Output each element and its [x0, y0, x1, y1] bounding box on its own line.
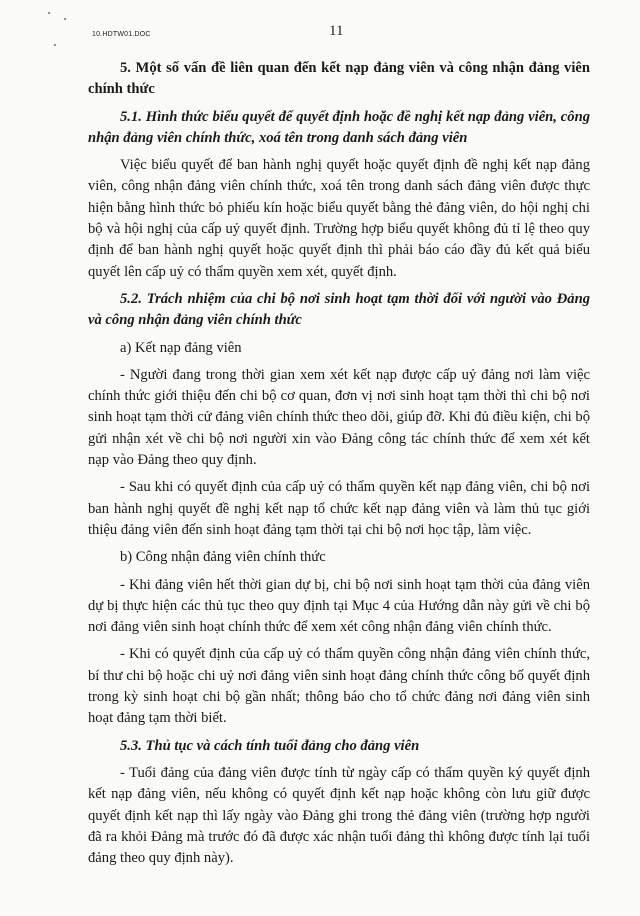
paragraph-a2: - Sau khi có quyết định của cấp uỷ có thẩm quyền kết nạp đảng viên, chi bộ nơi ban hành nghị quyết đề nghị kết nạp tổ chức kết nạp đảng viên và làm thủ tục giới thiệu đảng viên đến sinh hoạt đảng tạm thời tại chi bộ nơi học tập, làm việc. [88, 479, 590, 538]
section-heading-5: 5. Một số vấn đề liên quan đến kết nạp đảng viên và công nhận đảng viên chính thức [88, 60, 590, 98]
scan-speck [64, 18, 66, 20]
section-heading-5-3: 5.3. Thủ tục và cách tính tuổi đảng cho đảng viên [120, 737, 420, 754]
paragraph-5-1: Việc biểu quyết để ban hành nghị quyết hoặc quyết định đề nghị kết nạp đảng viên, công nhận đảng viên chính thức, xoá tên trong danh sách đảng viên được thực hiện bằng hình thức bỏ phiếu kín hoặc biểu quyết bằng thẻ đảng viên, do hội nghị chi bộ và hội nghị của cấp uỷ quyết định. Trường hợp biểu quyết không đủ tỉ lệ theo quy định để ban hành nghị quyết hoặc quyết định thì phải báo cáo đầy đủ kết quả biểu quyết lên cấp uỷ có thẩm quyền xem xét, quyết định. [88, 157, 590, 280]
scan-speck [54, 44, 56, 46]
page-number: 11 [329, 23, 344, 39]
paragraph-b2: - Khi có quyết định của cấp uỷ có thẩm quyền công nhận đảng viên chính thức, bí thư chi bộ hoặc chi uỷ nơi đảng viên sinh hoạt đảng chính thức công bố quyết định trong kỳ sinh hoạt chi bộ gần nhất; thông báo cho tổ chức đảng nơi đảng viên sinh hoạt đảng tạm thời biết. [88, 646, 590, 727]
scan-speck [48, 12, 50, 14]
file-id: 10.HDTW01.DOC [92, 31, 151, 38]
section-heading-5-1: 5.1. Hình thức biểu quyết để quyết định hoặc đề nghị kết nạp đảng viên, công nhận đảng viên chính thức, xoá tên trong danh sách đảng viên [88, 108, 590, 146]
subheading-b: b) Công nhận đảng viên chính thức [120, 549, 326, 566]
paragraph-a1: - Người đang trong thời gian xem xét kết nạp được cấp uỷ đảng nơi làm việc chính thức giới thiệu đến chi bộ cơ quan, đơn vị nơi sinh hoạt tạm thời thì chi bộ nơi sinh hoạt tạm thời cử đảng viên chính thức theo dõi, giúp đỡ. Khi đủ điều kiện, chi bộ gửi nhận xét về chi bộ nơi người xin vào Đảng công tác chính thức để xem xét kết nạp vào Đảng theo quy định. [88, 366, 590, 469]
subheading-a: a) Kết nạp đảng viên [120, 339, 242, 356]
paragraph-b1: - Khi đảng viên hết thời gian dự bị, chi bộ nơi sinh hoạt tạm thời của đảng viên dự bị thực hiện các thủ tục theo quy định tại Mục 4 của Hướng dẫn này gửi về chi bộ nơi đảng viên sinh hoạt chính thức để xem xét công nhận đảng viên chính thức. [88, 576, 590, 636]
document-body [88, 58, 590, 875]
section-heading-5-2: 5.2. Trách nhiệm của chi bộ nơi sinh hoạt tạm thời đối với người vào Đảng và công nhận đảng viên chính thức [88, 290, 590, 329]
paragraph-5-3: - Tuổi đảng của đảng viên được tính từ ngày cấp có thẩm quyền ký quyết định kết nạp đảng viên, nếu không có quyết định kết nạp hoặc không còn lưu giữ được quyết định kết nạp thì lấy ngày vào Đảng ghi trong thẻ đảng viên (trường hợp người đã ra khỏi Đảng mà trước đó đã được xác nhận tuổi đảng thì không được tính lại tuổi đảng theo quy định này). [88, 764, 590, 867]
